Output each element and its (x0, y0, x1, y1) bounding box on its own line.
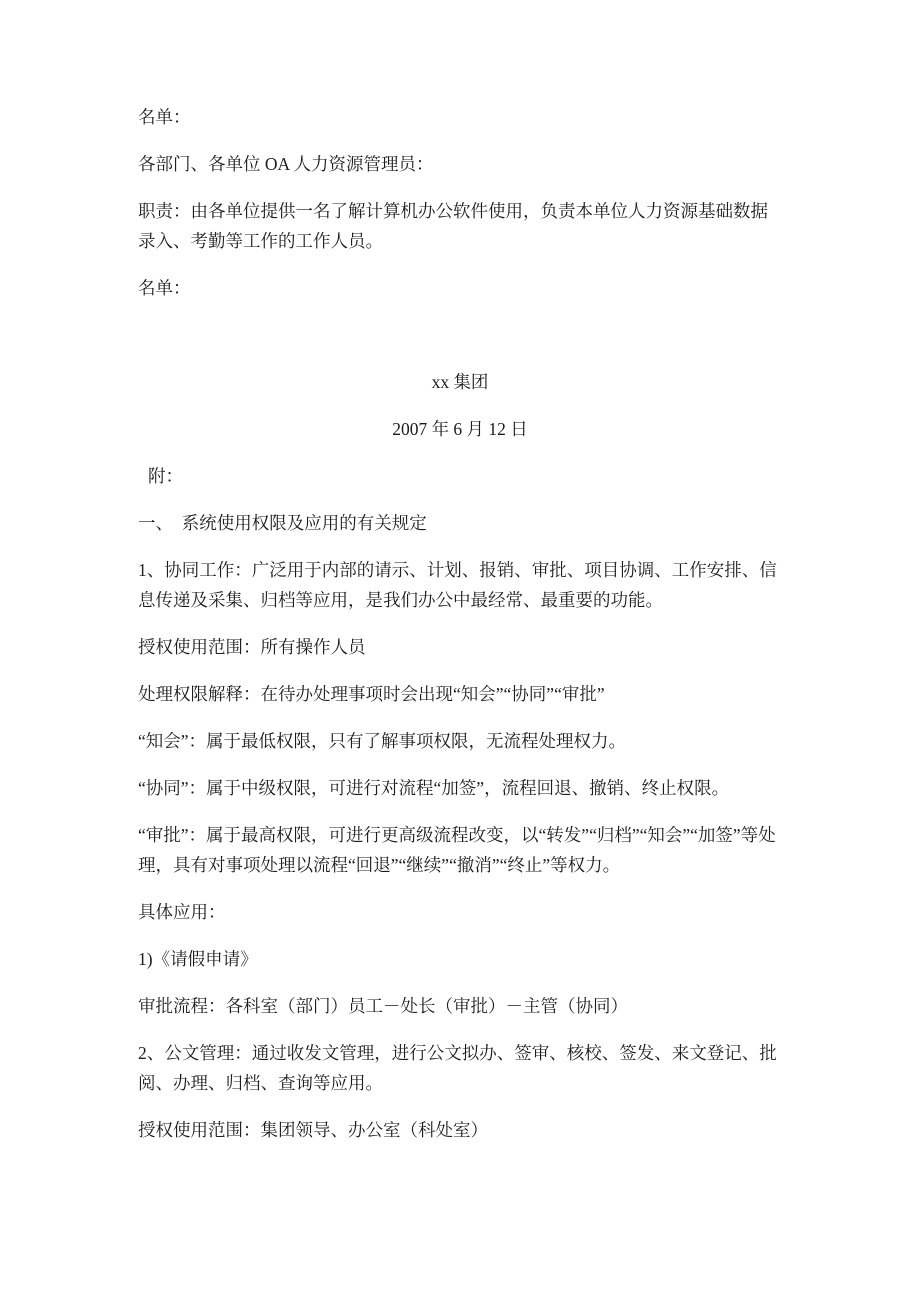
permission-xietong-paragraph: “协同”：属于中级权限，可进行对流程“加签”，流程回退、撤销、终止权限。 (138, 778, 730, 798)
list-label: 名单： (138, 107, 191, 127)
permission-explanation-line: 处理权限解释：在待办处理事项时会出现“知会”“协同”“审批” (138, 684, 605, 704)
authorized-scope-line: 授权使用范围：集团领导、办公室（科处室） (138, 1120, 488, 1140)
item-document-management-paragraph: 2、公文管理：通过收发文管理，进行公文拟办、签审、核校、签发、来文登记、批阅、办理、归档、查询等应用。 (138, 1043, 777, 1093)
approval-flow-line: 审批流程：各科室（部门）员工－处长（审批）－主管（协同） (138, 996, 628, 1016)
company-signature: xx 集团 (431, 372, 489, 392)
date-line: 2007 年 6 月 12 日 (392, 419, 528, 439)
application-label: 具体应用： (138, 902, 226, 922)
authorized-scope-line: 授权使用范围：所有操作人员 (138, 637, 366, 657)
attachment-label: 附： (148, 466, 183, 486)
duty-paragraph: 职责：由各单位提供一名了解计算机办公软件使用，负责本单位人力资源基础数据录入、考勤等工作的工作人员。 (138, 201, 768, 251)
item-collaboration-paragraph: 1、协同工作：广泛用于内部的请示、计划、报销、审批、项目协调、工作安排、信息传递及采集、归档等应用，是我们办公中最经常、最重要的功能。 (138, 560, 777, 610)
permission-zhihui-paragraph: “知会”：属于最低权限，只有了解事项权限，无流程处理权力。 (138, 731, 627, 751)
addressee-line: 各部门、各单位 OA 人力资源管理员： (138, 154, 434, 174)
leave-request-label: 1)《请假申请》 (138, 949, 258, 969)
list-label: 名单： (138, 278, 191, 298)
section-heading: 一、 系统使用权限及应用的有关规定 (138, 513, 427, 533)
blank-line (138, 320, 782, 350)
permission-shenpi-paragraph: “审批”：属于最高权限，可进行更高级流程改变，以“转发”“归档”“知会”“加签”等处理，具有对事项处理以流程“回退”“继续”“撤消”“终止”等权力。 (138, 825, 776, 875)
